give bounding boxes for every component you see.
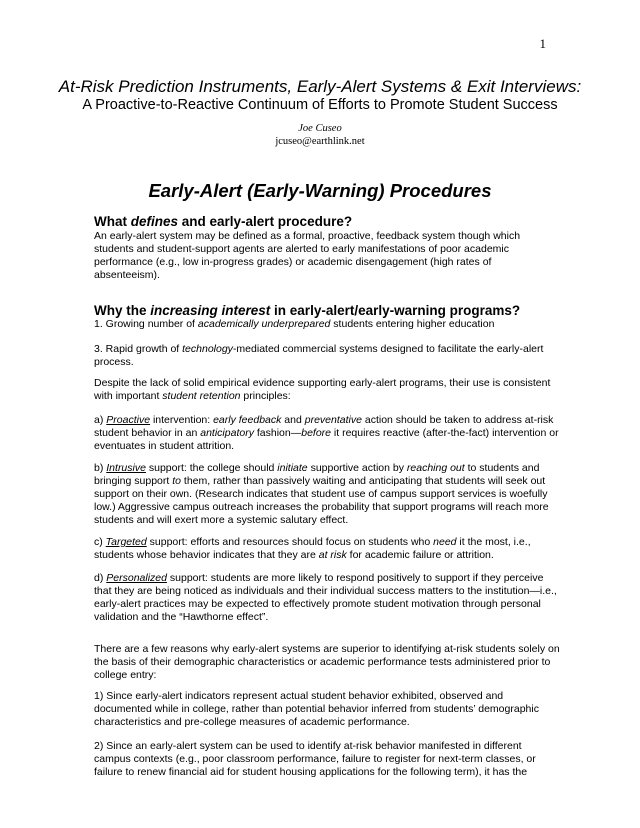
principle-proactive: a) Proactive intervention: early feedback and preventative action should be taken to address at-risk student behavior in an anticipatory fashion—before it requires reactive (after-the-fact) intervention or eventuates in student attrition. (94, 414, 559, 452)
reason-1-paragraph: 1) Since early-alert indicators represent actual student behavior exhibited, observed and documented while in college, rather than potential behavior inferred from students’ demographic characteristics and pre-college measures of academic performance. (94, 690, 539, 728)
principle-intrusive: b) Intrusive support: the college should initiate supportive action by reaching out to students and bringing support to them, rather than passively waiting and anticipating that students will seek out support on their own. (Research indicates that student use of campus support services is woefully low.) Aggressive campus outreach increases the probability that support programs will reach more students and will exert more a systemic salutary effect. (94, 462, 549, 526)
principles-intro: Despite the lack of solid empirical evidence supporting early-alert programs, their use is consistent with important student retention principles: (94, 377, 551, 402)
author-name: Joe Cuseo (298, 123, 342, 134)
interest-item-3: 3. Rapid growth of technology-mediated commercial systems designed to facilitate the early-alert process. (94, 343, 544, 368)
page-number: 1 (539, 36, 546, 51)
definition-paragraph: An early-alert system may be defined as a formal, proactive, feedback system though which students and student-support agents are alerted to early manifestations of poor academic performance (e.g., low in-progress grades) or academic disengagement (high rates of absenteeism). (94, 230, 521, 281)
interest-item-1: 1. Growing number of academically underprepared students entering higher education (94, 318, 495, 330)
section-heading: Early-Alert (Early-Warning) Procedures (148, 180, 492, 201)
author-email: jcuseo@earthlink.net (275, 136, 365, 147)
question-heading-definition: What defines and early-alert procedure? (94, 214, 353, 229)
principle-personalized: d) Personalized support: students are more likely to respond positively to support if they perceive that they are being noticed as individuals and their individual success matters to the institution—i.e., early-alert practices may be expected to effectively promote student motivation through personal validation and the “Hawthorne effect”. (94, 572, 557, 623)
reasons-intro-paragraph: There are a few reasons why early-alert systems are superior to identifying at-risk students solely on the basis of their demographic characteristics or academic performance tests administered prior to college entry: (94, 643, 560, 681)
document-subtitle: A Proactive-to-Reactive Continuum of Efforts to Promote Student Success (82, 97, 558, 113)
document-title: At-Risk Prediction Instruments, Early-Alert Systems & Exit Interviews: (58, 77, 582, 96)
reason-2-paragraph: 2) Since an early-alert system can be used to identify at-risk behavior manifested in different campus contexts (e.g., poor classroom performance, failure to register for next-term classes, or failure to renew financial aid for student housing applications for the following term), it has the (94, 740, 536, 778)
principle-targeted: c) Targeted support: efforts and resources should focus on students who need it the most, i.e., students whose behavior indicates that they are at risk for academic failure or attrition. (94, 536, 531, 561)
question-heading-interest: Why the increasing interest in early-alert/early-warning programs? (94, 303, 521, 318)
